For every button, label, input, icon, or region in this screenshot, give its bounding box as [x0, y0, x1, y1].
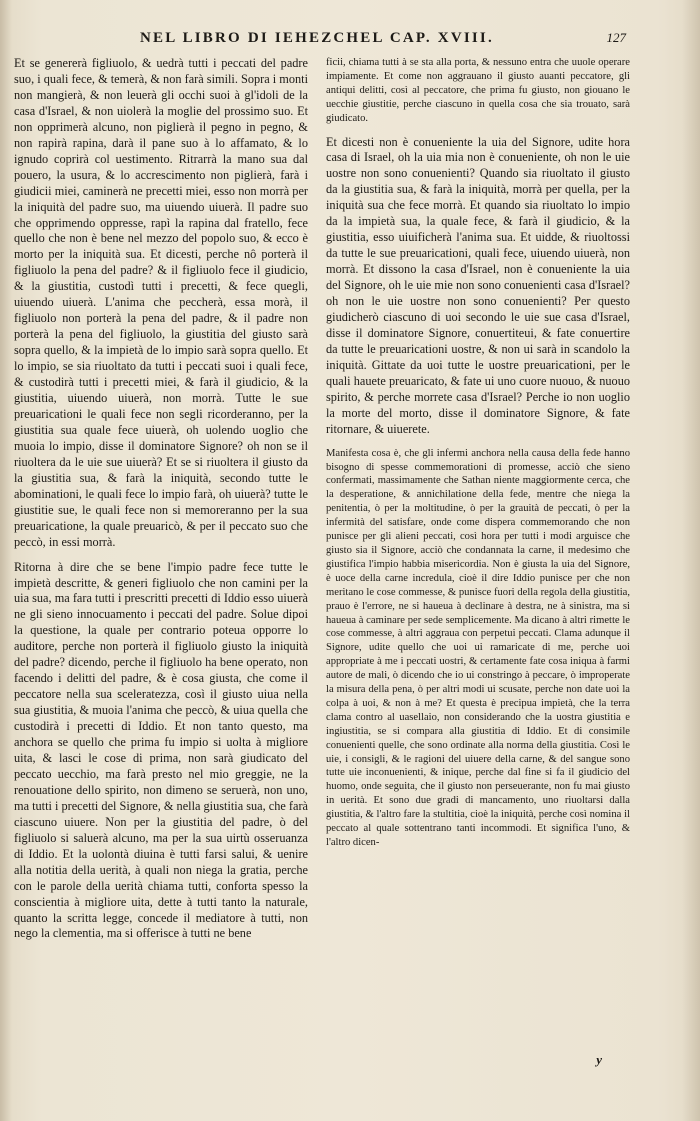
gutter-shadow: [0, 0, 12, 1121]
page-header: [140, 30, 626, 52]
left-column: [14, 56, 308, 1096]
commentary-paragraph: Ritorna à dire che se bene l'impio padre fece tutte le impietà descritte, & generi figliuolo che non camini per la uia sua, ma fara tutti i prescritti precetti di Iddio esso uiuerà ne gli sieno innocuamento i peccati del padre. Solue dipoi la questione, la quale per contrario poteua opporre lo auditore, perche non porterà il figliuolo giusto la iniquità del padre? dicendo, perche il figliuolo ha bene operato, non facendo i delitti del padre, & è cosa giusta, che come il peccatore nella sua sceleratezza, così il giusto uiua nella sua giustitia, & muoia l'anima che peccò, & uiua quella che custodirà i precetti di Iddio. Et non tanto questo, ma anchora se quello che prima fu impio si uolta à migliore uita, & lasci le cose di prima, non sarà giudicato del peccato uecchio, ma farà presto nel mio greggie, ne la renouatione dello spirito, non dimeno se seruerà, non uno, ma tutti i precetti del Signore, & nella giustitia sua, che farà ciascuno uiuere. Non per la giustitia del padre, ò del figliuolo si saluerà alcuno, ma per la sua uirtù osseruanza di Iddio. Et la uolontà diuina è tutti farsi salui, & uenire alla notitia della uerità, à quali non niega la gratia, perche con le parole della uerità chiama tutti, conforta spesso la conscientia à migliore uita, dette à tutti tanto la naturale, quanto la scritta legge, concede il mediatore à tutti, non nego la clementia, ma si offerisce à tutti ne bene: [14, 559, 308, 941]
commentary-paragraph-continued: ficii, chiama tutti à se sta alla porta, & nessuno entra che uuole operare impiamente. Et come non aggrauano il giusto auanti peccatore, gli antiqui delitti, così al peccatore, che prima fu giusto, non giouano le uecchie giustitie, perche ciascuno in quella cosa che sia trouato, sarà giudicato.: [326, 57, 630, 124]
page-edge-shadow: [682, 0, 700, 1121]
commentary-paragraph: Manifesta cosa è, che gli infermi anchora nella causa della fede hanno bisogno di spesse commemorationi di promesse, acciò che sieno confermati, massimamente che Sathan niente maggiormente cerca, che la desperatione, & annichilatione della fede, mentre che niega la penitentia, ò per la moltitudine, ò per la grauità de peccati, ò per la infermità del satisfare, onde come dispera commemorando che non punisce per gli alieni peccati, così hora per tutti i modi arguisce che giusto sia il Signore, acciò che condannata la carne, il medesimo che giustifica l'impio habbia misericordia. Non è giusta la uia del Signore, è uoce della carne incredula, cioè il dire Iddio punisce per che non meritano le cose commesse, & punisce fuori della regola della giustitia, prauo è l'errore, ne si haueua à declinare à destra, ne à sinistra, ma si haueua à caminare per sede semplicemente. Ma dicano à altri rimette le cose commesse, à altri aggraua con perpetui peccati. Clama adunque il Signore, udite quello che uoi ui ramaricate di me, perche uoi appropriate à me i peccati uostri, & certamente fate cosa iniqua à farmi autore de mali, ò dicendo che io ui constringo à peccare, ò improperate la misura della pena, ò per altri modi ui scusate, perche non date uoi la colpa à uoi, & non à me? Et questa è precipua impietà, che la terra clama contro al uasellaio, non considerando che la uostra giustitia e ingiustitia, se si compara alla giustitia di Iddio. Et di consimile conuenienti quelle, che sono ordinate alla norma della giustitia. Così le uie, i consigli, & le ragioni del uiuere della carne, & del sangue sono tutte uie inconuenienti, & inique, perche dal fine si fa il giudicio del huomo, onde seguita, che il giusto non perseuerante, non fu mai giusto in uerità. Et sono due gradi di mancamento, uno riuoltarsi dalla giustitia, & l'altro fare la stultitia, cioè la iniquità, perche così nomina il peccato al quale sottentrano tanti incommodi. Et significa l'uno, & l'altro dicen-: [326, 447, 630, 849]
scripture-paragraph: Et dicesti non è conueniente la uia del Signore, udite hora casa di Israel, oh la uia mia non è conueniente, oh non le uie uostre non sono conuenienti? Quando sia riuoltato il giusto da la giustitia sua, & farà la iniquità, morrà per quella, per la iniquità sua che fece morrà. Et quando sia riuoltato lo impio da la impietà sua, la quale fece, & farà il giudicio, & la giustitia, esso uiuificherà l'anima sua. Et uidde, & riuoltossi da tutte le sue preuaricationi, quali fece, uiuendo uiuerà, non morrà. Et dissono la casa d'Israel, non è conueniente la uia del Signore, oh le uie mie non sono conuenienti casa d'Israel? oh non le uie uostre non sono conuenienti? Per questo giudicherò ciascuno di uoi secondo le uie sue casa d'Israel, disse il dominatore Signore, conuertiteui, & fate conuertire da tutte le preuaricationi uostre, & non ui sarà in scandolo la iniquità. Gittate da uoi tutte le uostre preuaricationi, per le quali hauete preuaricato, & fate ui uno cuore nuouo, & nuouo spirito, & perche morrete casa d'Israel? Perche io non uoglio la morte del morto, disse il dominatore Signore, & fate ritornare, & uiuerete.: [326, 134, 630, 436]
running-title: NEL LIBRO DI IEHEZCHEL CAP. XVIII.: [140, 30, 494, 46]
scripture-paragraph: Et se genererà figliuolo, & uedrà tutti i peccati del padre suo, i quali fece, & temerà, & non farà simili. Sopra i monti non mangierà, & non leuerà gli occhi suoi à gl'idoli de la casa d'Israel, & non uiolerà la moglie del prossimo suo. Et non opprimerà alcuno, non piglierà il pegno in pegno, & non rapirà rapina, darà il pane suo à lo affamato, & lo ignudo coprirà col uestimento. Ritrarrà la mano sua dal pouero, la usura, & lo accrescimento non piglierà, farà i giudicii miei, caminerà ne precetti miei, esso non morrà per la iniquità del padre suo, ma uiuendo uiuerà. Il padre suo che opprimendo oppresse, rapì la rapina dal fratello, fece quello che non è bene nel mezzo del popolo suo, & ecco è morto per la iniquità sua. Et dicesti, perche nô porterà il figliuolo la pena del padre? & il figliuolo fece il giudicio, & la giustitia, custodì tutti i precetti, & fece quegli, uiuendo uiuerà. L'anima che peccherà, essa morà, il figliuolo non porterà la pena del padre, & il padre non porterà la pena del figliuolo, la giustitia del giusto sarà sopra quello, & la impietà de lo impio sarà sopra quello. Et lo impio, se sia riuoltato da tutti i peccati suoi i quali fece, & custodirà tutti i precetti miei, & farà il giudicio, & la giustitia, uiuendo uiuerà, non morrà. Tutte le sue preuaricationi le quali fece non segli ricorderanno, per la giustitia sua quale fece uiuerà, oh uolendo uoglio che muoia lo impio, disse il dominatore Signore? oh non se il riuoltera da le uie sue uiuerà? Et se si riuoltera il giusto da la giustitia sua, & farà la iniquità, secondo tutte le abominationi, le quali fece lo impio farà, oh uiuerà? tutte le giustitie sue, le quali fece non si memoreranno per la sua preuaricatione, la quale preuaricò, & per il peccato suo che peccò, in essi morrà.: [14, 56, 308, 549]
right-column: [326, 56, 630, 1096]
page-number: 127: [606, 30, 626, 45]
catchword: y: [596, 1052, 602, 1067]
